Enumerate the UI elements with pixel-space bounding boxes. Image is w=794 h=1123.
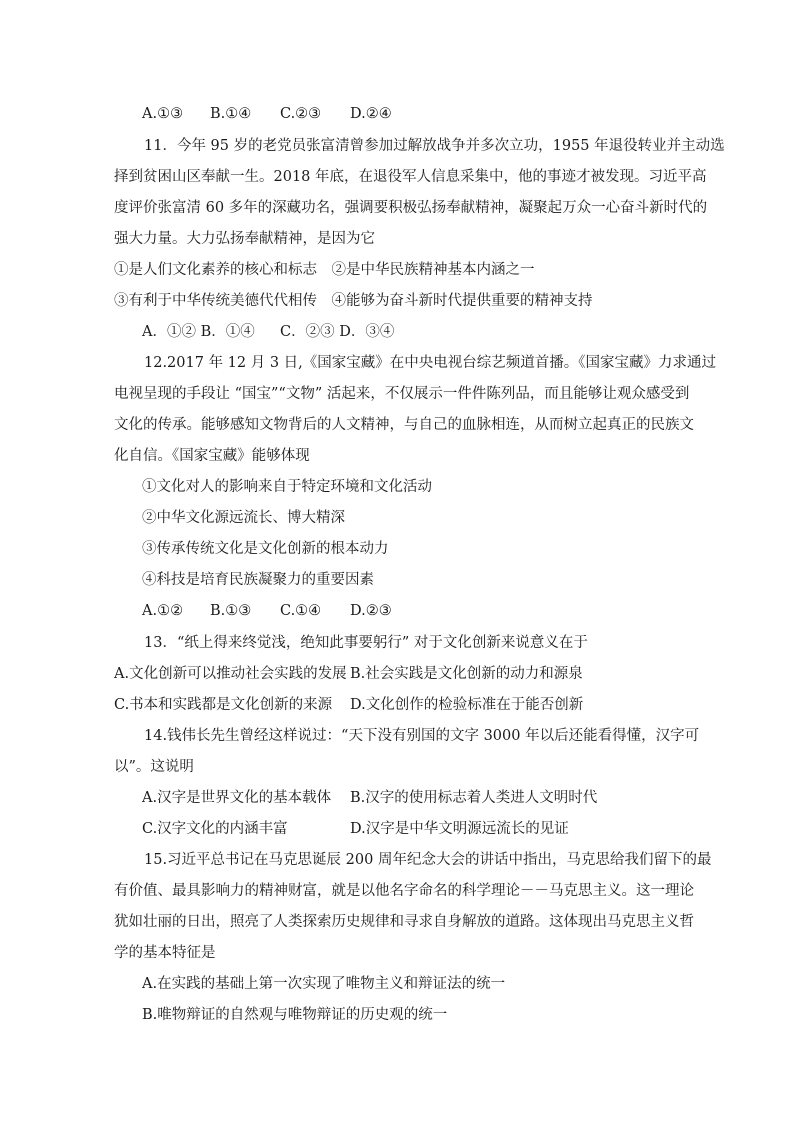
q15-stem-line: 学的基本特征是 bbox=[114, 945, 216, 961]
q12-option-c: C.①④ bbox=[280, 603, 322, 619]
q12-item: ③传承传统文化是文化创新的根本动力 bbox=[142, 541, 389, 557]
q10-option-b: B.①④ bbox=[210, 106, 252, 122]
q13-option-d: D.文化创作的检验标准在于能否创新 bbox=[350, 697, 584, 713]
q13-option-a: A.文化创新可以推动社会实践的发展 bbox=[114, 666, 347, 682]
q14-stem-line: 以”。这说明 bbox=[114, 759, 194, 775]
q11-stem-line: 强大力量。大力弘扬奉献精神，是因为它 bbox=[114, 231, 375, 247]
q14-option-a: A.汉字是世界文化的基本载体 bbox=[142, 790, 332, 806]
q11-stem-line: 度评价张富清 60 多年的深藏功名，强调要积极弘扬奉献精神，凝聚起万众一心奋斗新时代的 bbox=[114, 200, 708, 216]
q15-stem-line: 15.习近平总书记在马克思诞辰 200 周年纪念大会的讲话中指出，马克思给我们留下的最 bbox=[144, 852, 712, 868]
q12-item: ①文化对人的影响来自于特定环境和文化活动 bbox=[142, 479, 432, 495]
q12-option-d: D.②③ bbox=[350, 603, 392, 619]
q10-option-a: A.①③ bbox=[142, 106, 184, 122]
q14-option-b: B.汉字的使用标志着人类进人文明时代 bbox=[350, 790, 598, 806]
q14-stem-line: 14.钱伟长先生曾经这样说过：“天下没有别国的文字 3000 年以后还能看得懂，汉字可 bbox=[144, 728, 700, 744]
q12-stem-line: 化自信。《国家宝藏》能够体现 bbox=[114, 448, 310, 464]
q12-stem-line: 文化的传承。能够感知文物背后的人文精神，与自己的血脉相连，从而树立起真正的民族文 bbox=[114, 417, 694, 433]
q11-options-cd: C．②③ D．③④ bbox=[280, 324, 395, 340]
q12-option-b: B.①③ bbox=[210, 603, 252, 619]
q10-option-c: C.②③ bbox=[280, 106, 322, 122]
q11-stem-line: 择到贫困山区奉献一生。2018 年底，在退役军人信息采集中，他的事迹才被发现。习近平高 bbox=[114, 169, 707, 185]
q15-option-b: B.唯物辩证的自然观与唯物辩证的历史观的统一 bbox=[142, 1007, 448, 1023]
q10-option-d: D.②④ bbox=[350, 106, 392, 122]
q13-stem: 13．“纸上得来终觉浅，绝知此事要躬行” 对于文化创新来说意义在于 bbox=[144, 635, 588, 651]
q13-option-b: B.社会实践是文化创新的动力和源泉 bbox=[350, 666, 583, 682]
q14-option-d: D.汉字是中华文明源远流长的见证 bbox=[350, 821, 569, 837]
q15-option-a: A.在实践的基础上第一次实现了唯物主义和辩证法的统一 bbox=[142, 976, 506, 992]
q12-item: ②中华文化源远流长、博大精深 bbox=[142, 510, 345, 526]
q12-stem-line: 12.2017 年 12 月 3 日,《国家宝藏》在中央电视台综艺频道首播。《国家宝藏》力求通过 bbox=[144, 355, 717, 371]
q11-item: ③有利于中华传统美德代代相传 ④能够为奋斗新时代提供重要的精神支持 bbox=[114, 293, 593, 309]
q14-option-c: C.汉字文化的内涵丰富 bbox=[142, 821, 288, 837]
q12-stem-line: 电视呈现的手段让 “国宝”“文物” 活起来，不仅展示一件件陈列品，而且能够让观众感受到 bbox=[114, 386, 690, 402]
q15-stem-line: 有价值、最具影响力的精神财富，就是以他名字命名的科学理论－－马克思主义。这一理论 bbox=[114, 883, 694, 899]
q12-option-a: A.①② bbox=[142, 603, 184, 619]
q15-stem-line: 犹如壮丽的日出，照亮了人类探索历史规律和寻求自身解放的道路。这体现出马克思主义哲 bbox=[114, 914, 694, 930]
q12-item: ④科技是培育民族凝聚力的重要因素 bbox=[142, 572, 374, 588]
q11-stem-line: 11．今年 95 岁的老党员张富清曾参加过解放战争并多次立功，1955 年退役转业并主动选 bbox=[144, 138, 725, 154]
q11-options-ab: A．①② B．①④ bbox=[142, 324, 255, 340]
q13-option-c: C.书本和实践都是文化创新的来源 bbox=[114, 697, 333, 713]
q11-item: ①是人们文化素养的核心和标志 ②是中华民族精神基本内涵之一 bbox=[114, 262, 535, 278]
